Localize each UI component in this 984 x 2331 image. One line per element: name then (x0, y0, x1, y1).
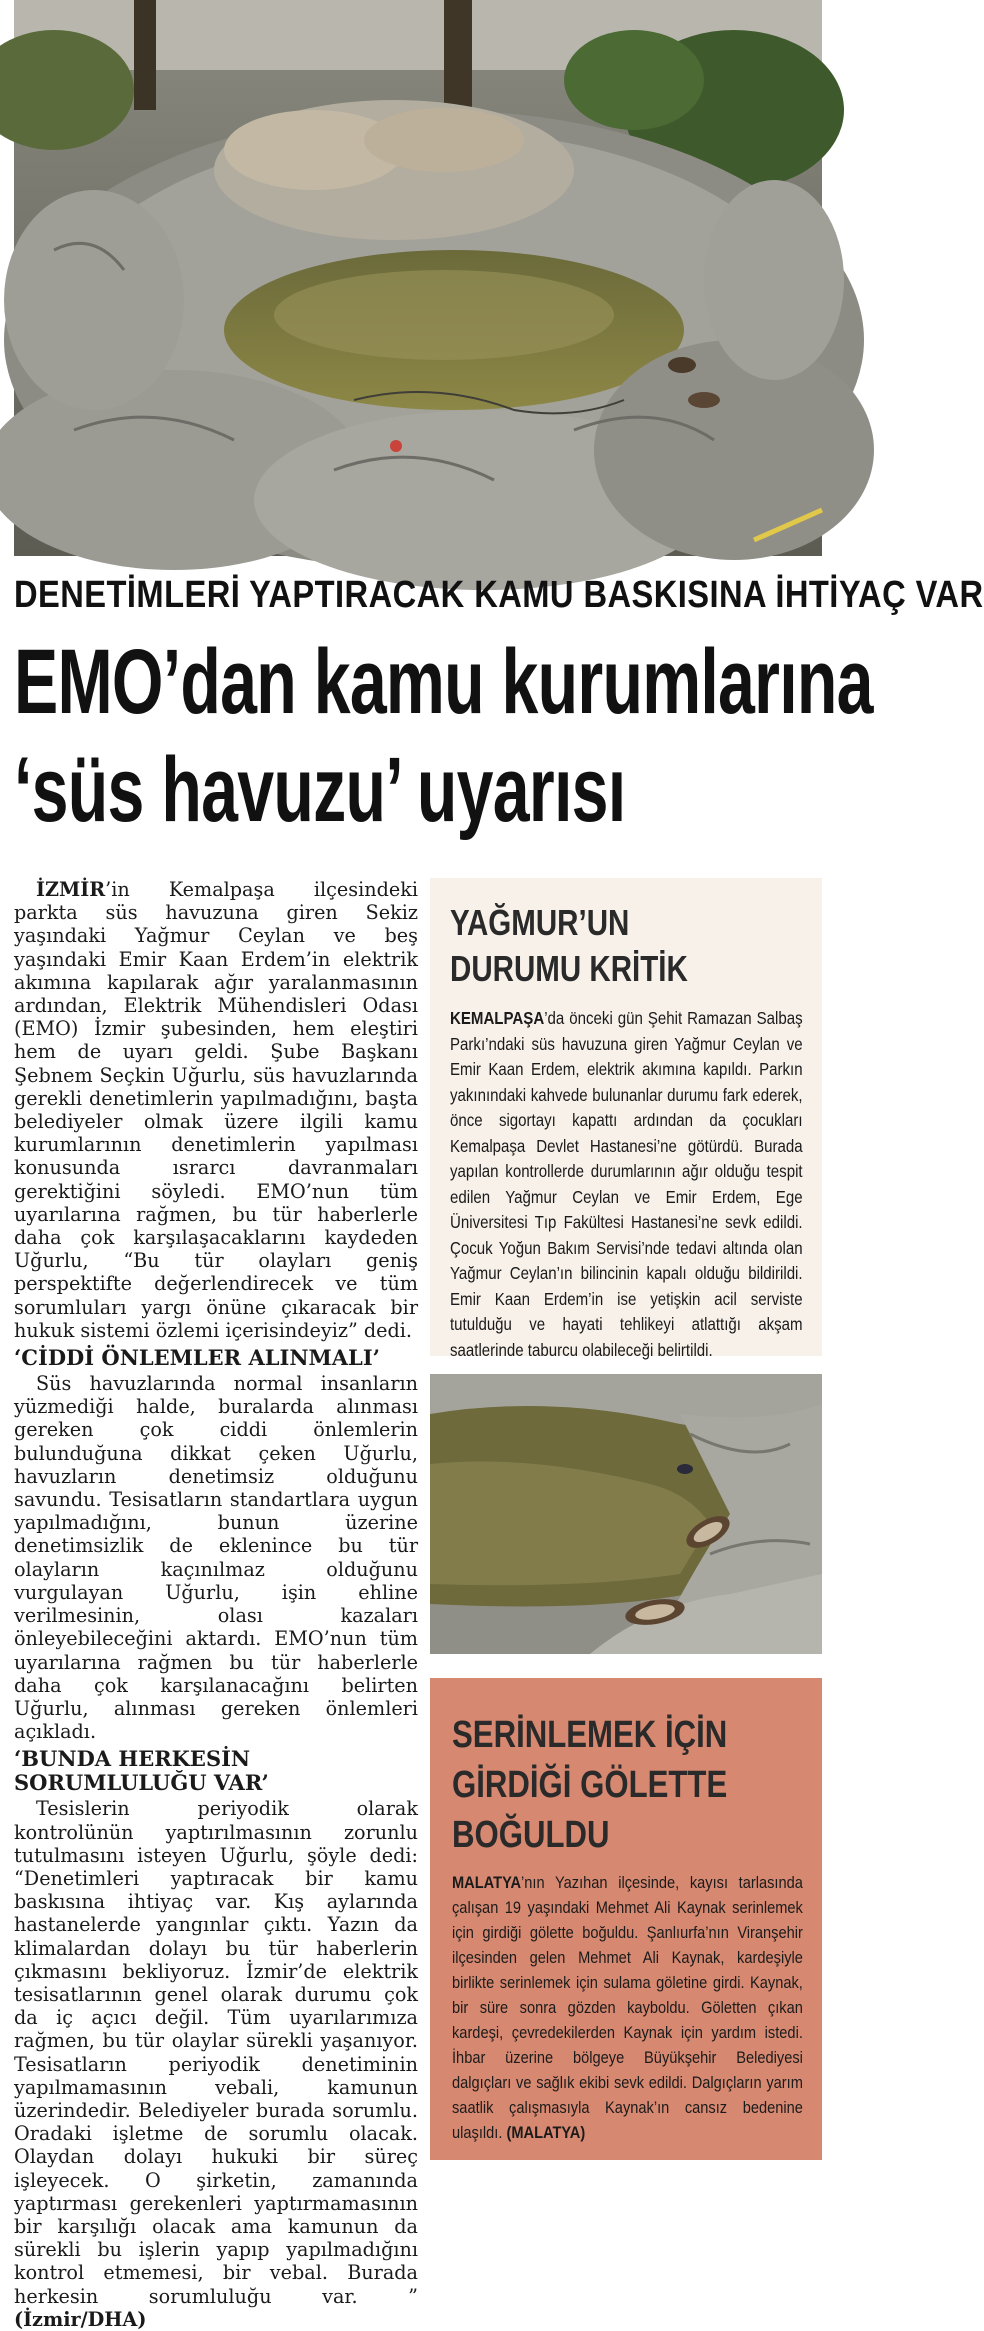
article-paragraph-3 (14, 1797, 418, 2331)
headline (14, 628, 873, 844)
article-paragraph-3-text: Tesislerin periyodik olarak kontrolünün yaptırılmasının zorunlu tutulmasını isteyen Uğurlu, şöyle dedi: “Denetimleri yaptıracak bir kamu baskısına ihtiyaç var. Kış aylarında hastanelerde yangınlar çıktı. Yazın da klimalardan dolayı bu tür haberlerin çıkmasını bekliyoruz. İzmir’de elektrik tesisatlarının genel olarak durumu çok da iç açıcı değil. Tüm uyarılarımıza rağmen, bu tür olaylar sürekli yaşanıyor. Tesisatların periyodik denetiminin yapılmamasının vebali, kamunun üzerindedir. Belediyeler burada sorumlu. Oradaki işletme de sorumlu olacak. Olaydan dolayı hukuki bir süreç işleyecek. O şirketin, zamanında yaptırması gerekenleri yaptırmamasının bir karşılığı olacak ama kamunun da sürekli bu işlerin yapıp yapılmadığını kontrol etmemesi, bir vebal. Burada herkesin sorumluluğu var. ” (14, 1797, 418, 2308)
subhead-2: ‘BUNDA HERKESİN SORUMLULUĞU VAR’ (14, 1746, 269, 1796)
headline-line-2: ‘süs havuzu’ uyarısı (14, 739, 626, 841)
article-paragraph-1-text: ’in Kemalpaşa ilçesindeki parkta süs havuzuna giren Sekiz yaşındaki Yağmur Ceylan ve beş yaşındaki Emir Kaan Erdem’in elektrik akımına kapılarak ağır yaralanmasının ardından, Elektrik Mühendisleri Odası (EMO) İzmir şubesinden, hem eleştiri hem de uyarı geldi. Şube Başkanı Şebnem Seçkin Uğurlu, süs havuzlarında gerekli denetimlerin yapılmadığını, başta belediyeler olmak üzere ilgili kamu kurumlarının denetimlerin yapılması konusunda ısrarcı davranmaları gerektiğini söyledi. EMO’nun tüm uyarılarına rağmen, bu tür haberlerle daha çok karşılaşacaklarını kaydeden Uğurlu, “Bu tür olayları geniş perspektifte değerlendirecek ve tüm sorumluları yargı önüne çıkaracak bir hukuk sistemi özlemi içerisindeyiz” dedi. (14, 878, 418, 1342)
sidebar-yagmur-title-line-1: YAĞMUR’UN (450, 902, 630, 943)
shoes-by-pool-illustration (430, 1374, 822, 1654)
dateline-kemalpasa: KEMALPAŞA (450, 1008, 545, 1028)
article-body (14, 878, 418, 2331)
sidebar-yagmur-body: ’da önceki gün Şehit Ramazan Salbaş Parkı’ndaki süs havuzuna giren Yağmur Ceylan ve Emir Kaan Erdem, elektrik akımına kapıldı. Parkın yakınındaki kahvede bulunanlar durumu fark ederek, önce sigortayı kapattı ardından da çocukları Kemalpaşa Devlet Hastanesi’ne götürdü. Burada yapılan kontrollerde durumlarının ağır olduğu tespit edilen Yağmur Ceylan ve Emir Erdem, Ege Üniversitesi Tıp Fakültesi Hastanesi’ne sevk edildi. Çocuk Yoğun Bakım Servisi’nde tedavi altında olan Yağmur Ceylan’ın bilincinin kapalı olduğu bildirildi. Emir Kaan Erdem’in ise yetişkin acil serviste tutulduğu ve hayati tehlikeyi atlattığı akşam saatlerinde taburcu olabileceği belirtildi. (450, 1008, 803, 1360)
dateline-malatya: MALATYA (452, 1873, 522, 1892)
sidebar-malatya-title-line-1: SERİNLEMEK İÇİN (452, 1714, 728, 1756)
article-paragraph-1 (14, 878, 418, 1342)
sidebar-yagmur-title-line-2: DURUMU KRİTİK (450, 948, 688, 989)
subhead-1: ‘CİDDİ ÖNLEMLER ALINMALI’ (14, 1345, 380, 1371)
fountain-pool-photo (14, 0, 822, 556)
sidebar-malatya-text (452, 1870, 803, 2145)
article-paragraph-2: Süs havuzlarında normal insanların yüzmediği halde, buralarda alınması gereken çok ciddi önlemlerin bulunduğuna dikkat çeken Uğurlu, havuzların denetimsiz olduğunu savundu. Tesisatların standartlara uygun yapılmadığını, bunun üzerine denetimsizlik de eklenince bu tür olayların kaçınılmaz olduğunu vurgulayan Uğurlu, işin ehline verilmesinin, olası kazaları önleyebileceğini aktardı. EMO’nun tüm uyarılarına rağmen bu tür haberlerle daha çok karşılanacağını belirten Uğurlu, alınması gereken önlemleri açıkladı. (14, 1372, 418, 1744)
shoes-by-pool-photo (430, 1374, 822, 1654)
sidebar-yagmur (430, 878, 822, 1360)
sidebar-malatya-title-line-2: GİRDİĞİ GÖLETTE (452, 1764, 728, 1806)
fountain-pool-illustration (14, 0, 822, 556)
dateline-izmir: İZMİR (36, 878, 106, 901)
sidebar-malatya-title-line-3: BOĞULDU (452, 1814, 610, 1856)
sidebar-malatya-credit: (MALATYA) (506, 2123, 586, 2142)
sidebar-malatya-body: ’nın Yazıhan ilçesinde, kayısı tarlasında çalışan 19 yaşındaki Mehmet Ali Kaynak serinlemek için girdiği gölette boğuldu. Şanlıurfa’nın Viranşehir ilçesinden gelen Mehmet Ali Kaynak, kardeşiyle birlikte serinlemek için sulama göletine girdi. Kaynak, bir süre sonra gözden kayboldu. Göletten çıkan kardeşi, çevredekilerden Kaynak için yardım istedi. İhbar üzerine bölgeye Büyükşehir Belediyesi dalgıçları ve sağlık ekibi sevk edildi. Dalgıçların yarım saatlik çalışmasıyla Kaynak’ın cansız bedenine ulaşıldı. (452, 1873, 803, 2142)
kicker: DENETİMLERİ YAPTIRACAK KAMU BASKISINA İHTİYAÇ VAR (14, 574, 984, 616)
sidebar-malatya (430, 1678, 822, 2160)
article-credit: (İzmir/DHA) (14, 2307, 147, 2331)
headline-line-1: EMO’dan kamu kurumlarına (14, 631, 873, 733)
sidebar-yagmur-text (450, 1006, 803, 1363)
